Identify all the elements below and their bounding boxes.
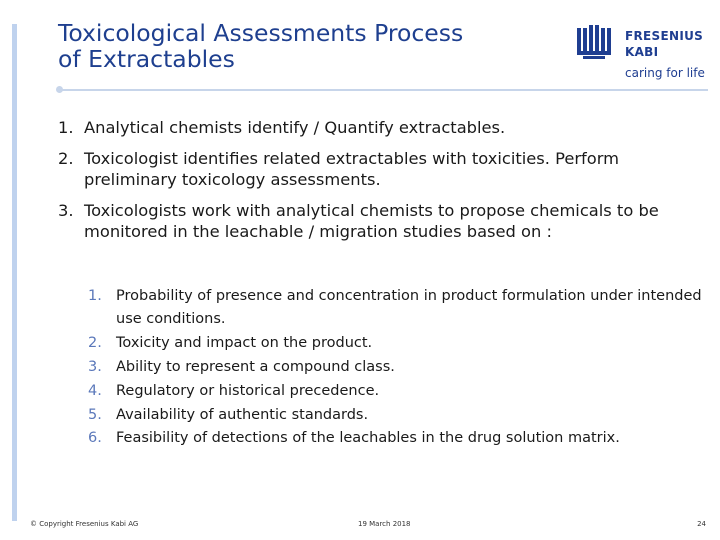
selection-criterion-number: 6. [88,430,102,446]
selection-criterion [86,285,706,331]
process-step [58,117,698,138]
selection-criterion-text: Feasibility of detections of the leachables in the drug solution matrix. [116,430,620,446]
process-step-number: 3. [58,201,74,220]
logo-tagline: caring for life [625,66,705,80]
slide-title: Toxicological Assessments Process of Extractables [58,19,464,73]
selection-criterion-text: Regulatory or historical precedence. [116,383,380,399]
selection-criterion-text: Toxicity and impact on the product. [116,335,373,351]
fresenius-kabi-logo-mark-icon [577,22,625,64]
process-step-number: 1. [58,118,74,137]
process-steps-list [58,117,698,252]
process-step-number: 2. [58,149,74,168]
left-accent-bar [12,24,17,521]
selection-criterion-number: 2. [88,335,102,351]
process-step [58,200,698,242]
selection-criterion-text: Availability of authentic standards. [116,407,369,423]
footer-page-number: 24 [697,520,706,528]
selection-criterion-number: 5. [88,407,102,423]
fresenius-kabi-logo [577,22,712,82]
process-step [58,148,698,190]
process-step-text: Analytical chemists identify / Quantify extractables. [84,118,506,137]
process-step-text: Toxicologist identifies related extractables with toxicities. Perform preliminary toxicology assessments. [84,149,620,189]
selection-criterion [86,379,706,403]
selection-criterion-text: Ability to represent a compound class. [116,359,395,375]
selection-criteria-list [86,285,706,450]
selection-criterion [86,331,706,355]
logo-name: FRESENIUS KABI [625,29,704,59]
selection-criterion-number: 1. [88,288,102,304]
selection-criterion [86,355,706,379]
selection-criterion [86,427,706,450]
process-step-text: Toxicologists work with analytical chemists to propose chemicals to be monitored in the leachable / migration studies based on : [84,201,659,241]
footer-date: 19 March 2018 [358,520,411,528]
selection-criterion-number: 4. [88,383,102,399]
selection-criterion-number: 3. [88,359,102,375]
selection-criterion-text: Probability of presence and concentration in product formulation under intended use conditions. [116,288,702,327]
footer-copyright: © Copyright Fresenius Kabi AG [30,520,139,528]
selection-criterion [86,403,706,427]
header-rule [60,89,708,91]
